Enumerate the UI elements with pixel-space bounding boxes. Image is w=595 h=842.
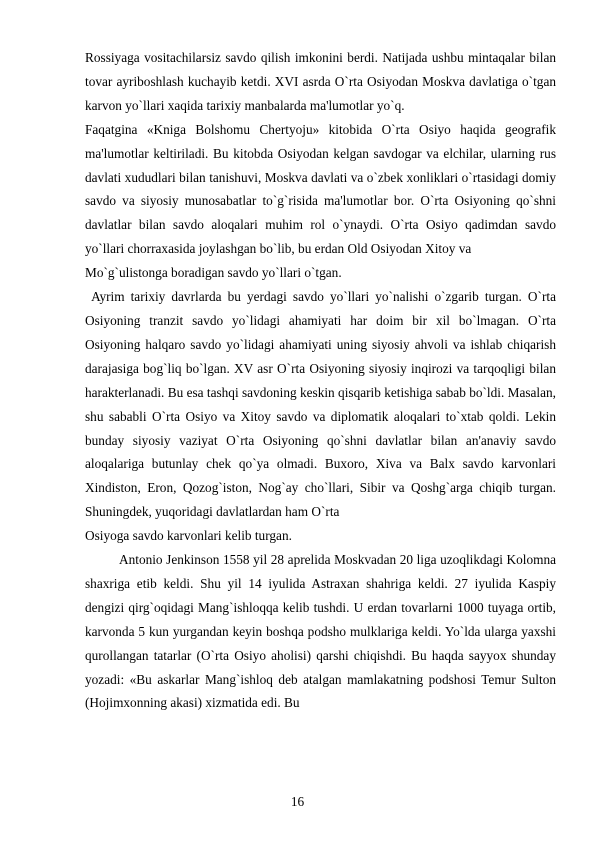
paragraph-trade-routes-intro: Rossiyaga vositachilarsiz savdo qilish imkonini berdi. Natijada ushbu mintaqalar bilan tovar ayriboshlash kuchayib ketdi. XVI asrda O`rta Osiyodan Moskva davlatiga o`tgan karvon yo`llari xaqida tarixiy manbalarda ma'lumotlar yo`q. (85, 50, 556, 113)
page-number: 16 (290, 794, 305, 809)
paragraph-continuation-mongolia: Mo`g`ulistonga boradigan savdo yo`llari o`tgan. (85, 265, 342, 281)
paragraph-transit-trade: Ayrim tarixiy davrlarda bu yerdagi savdo yo`llari yo`nalishi o`zgarib turgan. O`rta Osiyoning tranzit savdo yo`lidagi ahamiyati har doim bir xil bo`lmagan. O`rta Osiyoning halqaro savdo yo`lidagi ahamiyati uning siyosiy ahvoli va ishlab chiqarish darajasiga bog`liq bo`lgan. XV asr O`rta Osiyoning siyosiy inqirozi va tarqoqligi bilan harakterlanadi. Bu esa tashqi savdoning keskin qisqarib ketishiga sabab bo`ldi. Masalan, shu sababli O`rta Osiyo va Xitoy savdo va diplomatik aloqalari to`xtab qoldi. Lekin bunday siyosiy vaziyat O`rta Osiyoning qo`shni davlatlar bilan an'anaviy savdo aloqalariga butunlay chek qo`ya olmadi. Buxoro, Xiva va Balx savdo karvonlari Xindiston, Eron, Qozog`iston, Nog`ay cho`llari, Sibir va Qoshg`arga chiqib turgan. Shuningdek, yuqoridagi davlatlardan ham O`rta (85, 289, 560, 520)
document-body (85, 46, 560, 715)
paragraph-jenkinson-journey: Antonio Jenkinson 1558 yil 28 aprelida Moskvadan 20 liga uzoqlikdagi Kolomna shaxriga etib keldi. Shu yil 14 iyulida Astraxan shahriga keldi. 27 iyulida Kaspiy dengizi qirg`oqidagi Mang`ishloqqa kelib tushdi. U erdan tovarlarni 1000 tuyaga ortib, karvonda 5 kun yurgandan keyin boshqa podsho mulklariga keldi. Yo`lda ularga yaxshi qurollangan tatarlar (O`rta Osiyo aholisi) qarshi chiqishdi. Bu haqda sayyox shunday yozadi: «Bu askarlar Mang`ishloq deb atalgan mamlakatning podshosi Temur Sulton (Hojimxonning akasi) xizmatida edi. Bu (85, 552, 556, 711)
paragraph-continuation-caravans: Osiyoga savdo karvonlari kelib turgan. (85, 528, 292, 544)
paragraph-kniga-bolshomu-chertyoju: Faqatgina «Kniga Bolshomu Chertyoju» kitobida O`rta Osiyo haqida geografik ma'lumotlar keltiriladi. Bu kitobda Osiyodan kelgan savdogar va elchilar, ularning rus davlati xududlari bilan tanishuvi, Moskva davlati va o`zbek xonliklari o`rtasidagi domiy savdo va siyosiy munosabatlar to`g`risida ma'lumotlar bor. O`rta Osiyoning qo`shni davlatlar bilan savdo aloqalari muhim rol o`ynaydi. O`rta Osiyo qadimdan savdo yo`llari chorraxasida joylashgan bo`lib, bu erdan Old Osiyodan Xitoy va (85, 121, 556, 257)
